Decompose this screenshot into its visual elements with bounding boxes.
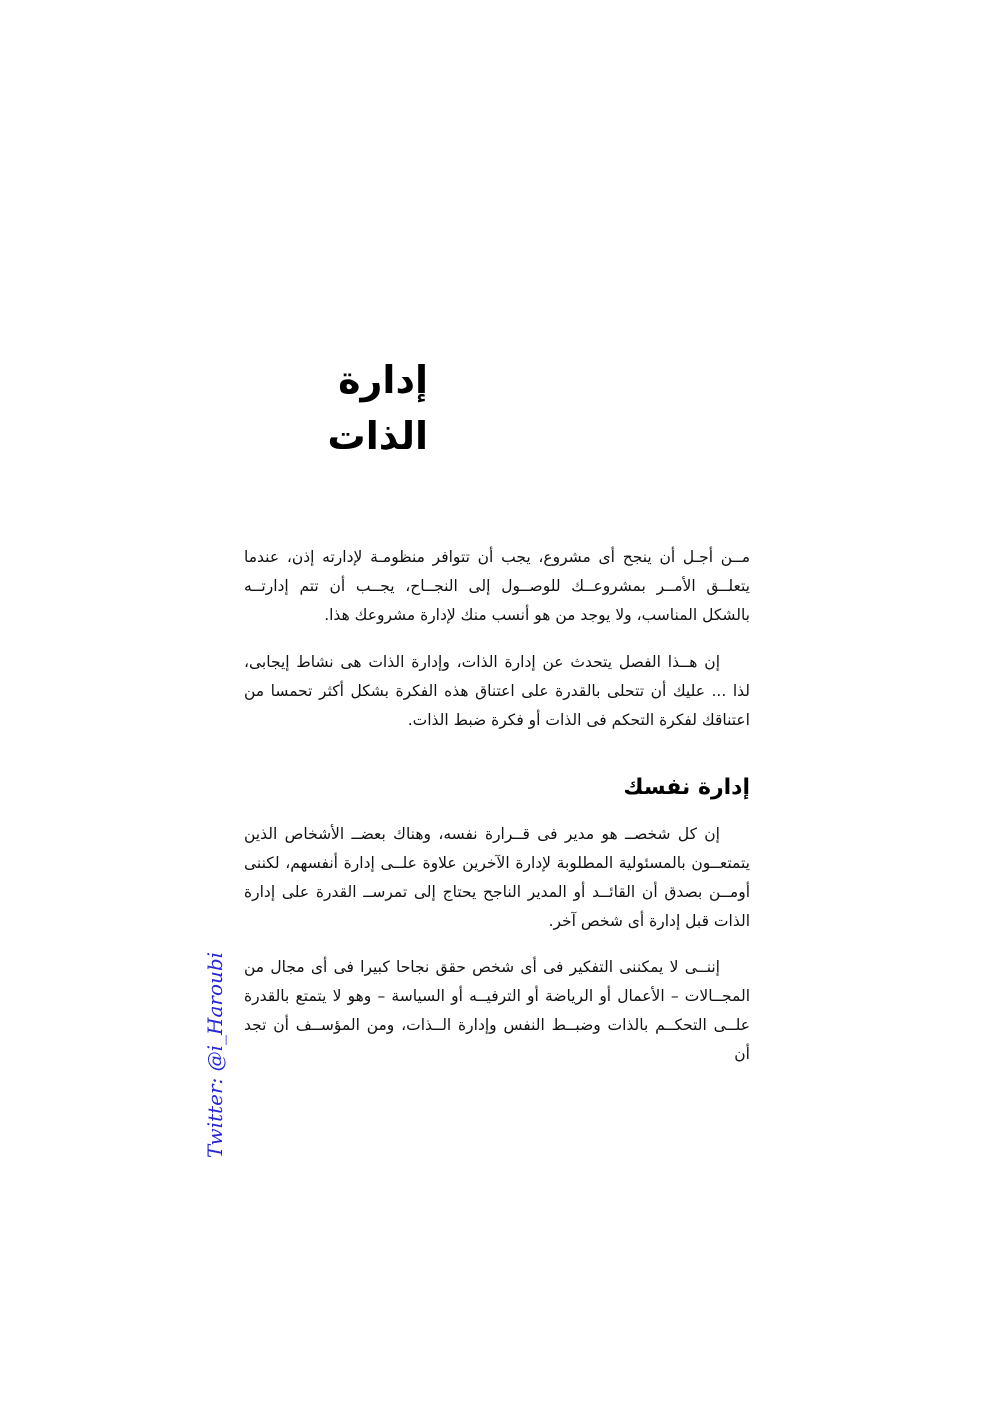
intro-paragraph-2-block <box>244 648 750 735</box>
intro-paragraph: مــن أجـل أن ينجح أى مشروع، يجب أن تتوافر منظومـة لإدارته إذن، عندما يتعلــق الأمــر بمشروعــك للوصــول إلى النجــاح، يجــب أن تتم إدارتــه بالشكل المناسب، ولا يوجد من هو أنسب منك لإدارة مشروعك هذا. <box>244 548 750 624</box>
section-paragraph-1-block <box>244 820 750 936</box>
section-heading: إدارة نفسك <box>623 775 750 800</box>
watermark-text: Twitter: @i_Haroubi <box>203 951 227 1159</box>
intro-paragraph: إن هــذا الفصل يتحدث عن إدارة الذات، وإدارة الذات هى نشاط إيجابى، لذا ... عليك أن تتحلى بالقدرة على اعتناق هذه الفكرة بشكل أكثر تحمسا من اعتناقك لفكرة التحكم فى الذات أو فكرة ضبط الذات. <box>244 653 750 729</box>
section-paragraph-2-block <box>244 953 750 1069</box>
twitter-watermark <box>199 951 231 1159</box>
section-paragraph: إن كل شخصــ هو مدير فى قــرارة نفسه، وهناك بعضــ الأشخاص الذين يتمتعــون بالمسئولية المطلوبة لإدارة الآخرين علاوة علــى إدارة أنفسهم، لكننى أومــن بصدق أن القائــد أو المدير الناجح يحتاج إلى تمرســ القدرة على إدارة الذات قبل إدارة أى شخص آخر. <box>244 825 750 930</box>
section-paragraph: إننــى لا يمكننى التفكير فى أى شخص حقق نجاحا كبيرا فى أى مجال من المجــالات – الأعمال أو الرياضة أو الترفيــه أو السياسة – وهو لا يتمتع بالقدرة علــى التحكــم بالذات وضبــط النفس وإدارة الــذات، ومن المؤســف أن تجد أن <box>244 958 750 1063</box>
chapter-title: إدارة الذات <box>327 358 428 458</box>
intro-paragraph-1-block <box>244 543 750 630</box>
